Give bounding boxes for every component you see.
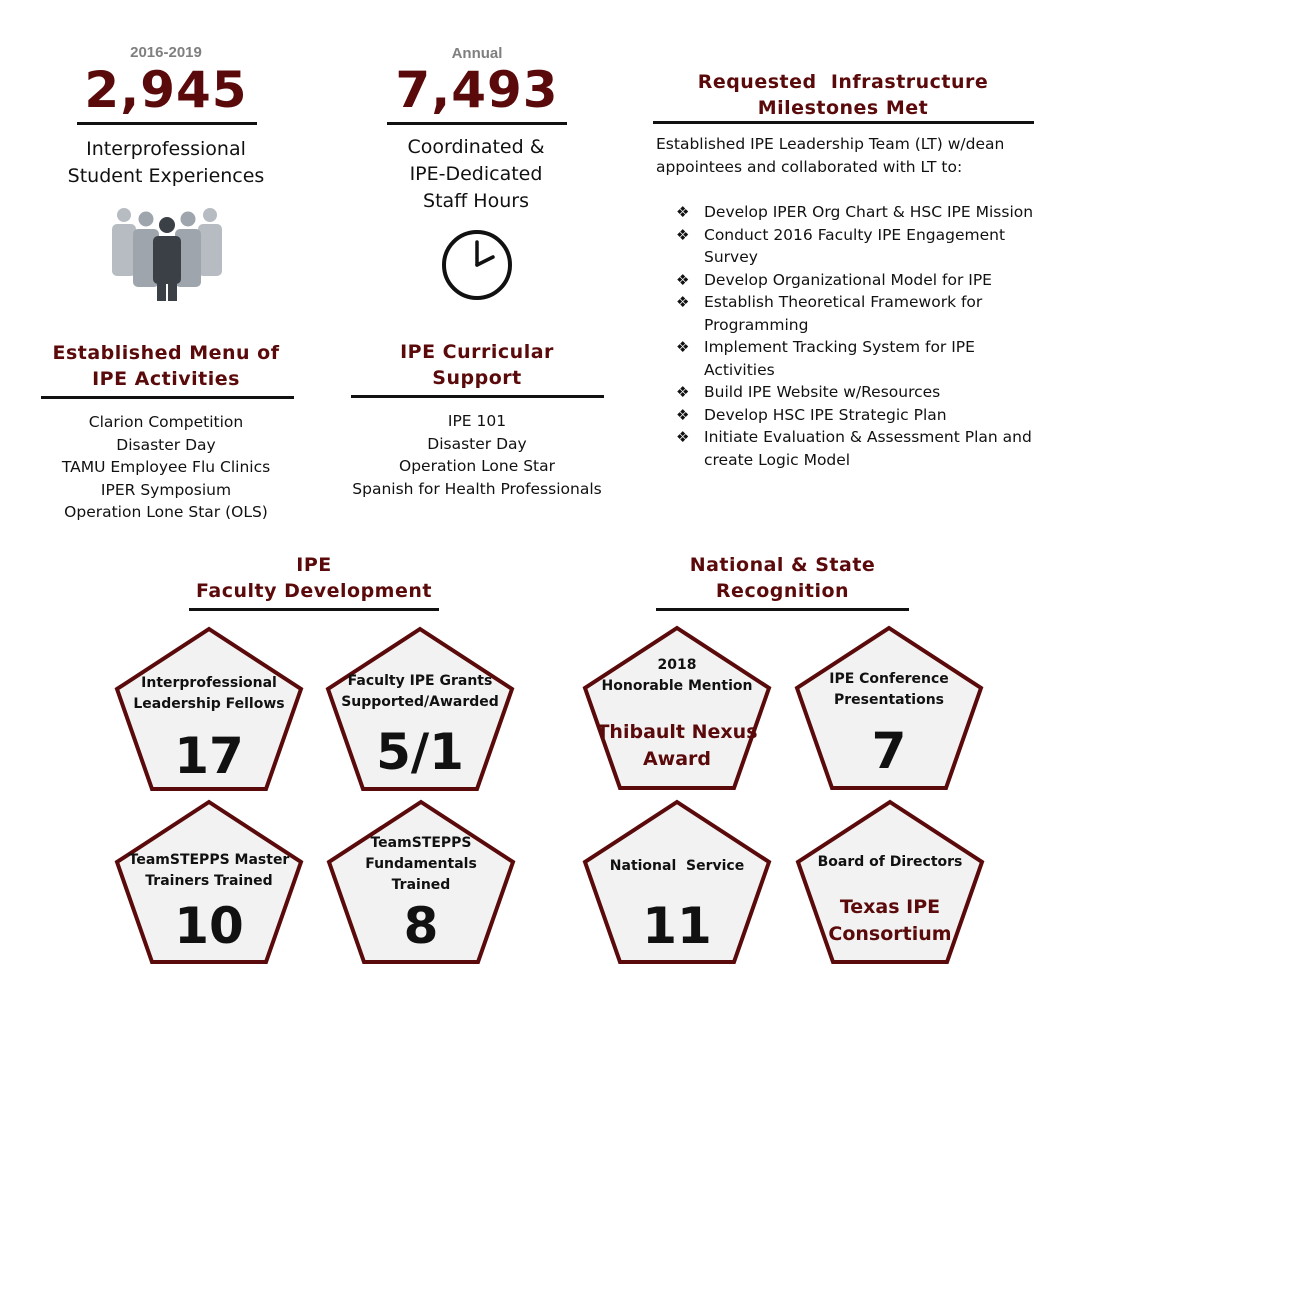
infrastructure-intro: Established IPE Leadership Team (LT) w/dean appointees and collaborated with LT to: <box>656 135 1005 176</box>
recognition-rule <box>656 608 909 611</box>
diamond-bullet-icon: ❖ <box>676 293 690 311</box>
card-value: 8 <box>403 897 439 955</box>
hours-label: Coordinated & IPE-Dedicated Staff Hours <box>407 136 545 212</box>
recognition-heading: National & State Recognition <box>689 554 876 602</box>
experiences-label: Interprofessional Student Experiences <box>67 138 265 187</box>
card-value: 5/1 <box>376 723 464 781</box>
experiences-period: 2016-2019 <box>130 44 202 61</box>
menu-list <box>26 411 306 524</box>
experiences-rule <box>77 122 257 125</box>
curricular-list <box>336 410 618 500</box>
list-item: ❖ Implement Tracking System for IPE Activities <box>676 338 975 379</box>
experiences-value: 2,945 <box>84 61 248 119</box>
people-group-icon <box>108 205 226 303</box>
list-item: IPE 101 <box>447 412 507 430</box>
diamond-bullet-icon: ❖ <box>676 270 690 289</box>
list-item: ❖ Develop IPER Org Chart & HSC IPE Mission <box>656 201 1076 224</box>
infrastructure-heading: Requested Infrastructure Milestones Met <box>697 71 989 119</box>
list-item: Operation Lone Star (OLS) <box>64 503 268 521</box>
diamond-bullet-icon: ❖ <box>676 203 690 221</box>
list-item: TAMU Employee Flu Clinics <box>61 458 271 476</box>
texas-consortium-card: Board of Directors Texas IPE Consortium <box>795 799 985 965</box>
list-item: ❖ Develop Organizational Model for IPE <box>656 269 1076 292</box>
conference-presentations-card: IPE Conference Presentations 7 <box>794 625 984 791</box>
list-item: Disaster Day <box>116 435 216 454</box>
infrastructure-rule <box>653 121 1034 124</box>
faculty-dev-heading: IPE Faculty Development <box>196 554 432 602</box>
card-value: 7 <box>871 722 907 780</box>
curricular-rule <box>351 395 604 398</box>
milestones-list <box>656 201 1076 471</box>
diamond-bullet-icon: ❖ <box>676 405 690 424</box>
diamond-bullet-icon: ❖ <box>676 225 690 244</box>
clock-icon <box>440 228 514 302</box>
list-item: ❖ Conduct 2016 Faculty IPE Engagement Survey <box>676 225 1006 266</box>
list-item: ❖ Establish Theoretical Framework for Programming <box>676 293 983 334</box>
list-item: ❖ Build IPE Website w/Resources <box>656 381 1076 404</box>
fundamentals-card: TeamSTEPPS Fundamentals Trained 8 <box>326 799 516 965</box>
leadership-fellows-card: Interprofessional Leadership Fellows 17 <box>114 626 304 792</box>
nexus-award-card: 2018 Honorable Mention Thibault Nexus Award <box>582 625 772 791</box>
faculty-dev-rule <box>189 608 439 611</box>
menu-heading: Established Menu of IPE Activities <box>52 342 280 390</box>
hours-value: 7,493 <box>395 61 559 119</box>
list-item: IPER Symposium <box>100 480 232 499</box>
hours-rule <box>387 122 567 125</box>
diamond-bullet-icon: ❖ <box>676 428 690 446</box>
hours-period: Annual <box>451 45 503 62</box>
list-item: Spanish for Health Professionals <box>352 479 602 498</box>
master-trainers-card: TeamSTEPPS Master Trainers Trained 10 <box>114 799 304 965</box>
card-value: 17 <box>174 727 244 785</box>
card-value: 11 <box>642 897 712 955</box>
list-item: Clarion Competition <box>88 413 244 431</box>
award-name: Texas IPE Consortium <box>828 896 952 945</box>
grants-card: Faculty IPE Grants Supported/Awarded 5/1 <box>325 626 515 792</box>
list-item: Operation Lone Star <box>399 457 555 475</box>
curricular-heading: IPE Curricular Support <box>400 341 554 389</box>
list-item: ❖ Develop HSC IPE Strategic Plan <box>656 404 1076 427</box>
list-item: Disaster Day <box>427 434 527 453</box>
national-service-card: National Service 11 <box>582 799 772 965</box>
menu-rule <box>41 396 294 399</box>
list-item: ❖ Initiate Evaluation & Assessment Plan and create Logic Model <box>676 428 1032 469</box>
diamond-bullet-icon: ❖ <box>676 338 690 356</box>
award-name: Thibault Nexus Award <box>596 721 758 770</box>
diamond-bullet-icon: ❖ <box>676 383 690 401</box>
card-value: 10 <box>174 897 244 955</box>
